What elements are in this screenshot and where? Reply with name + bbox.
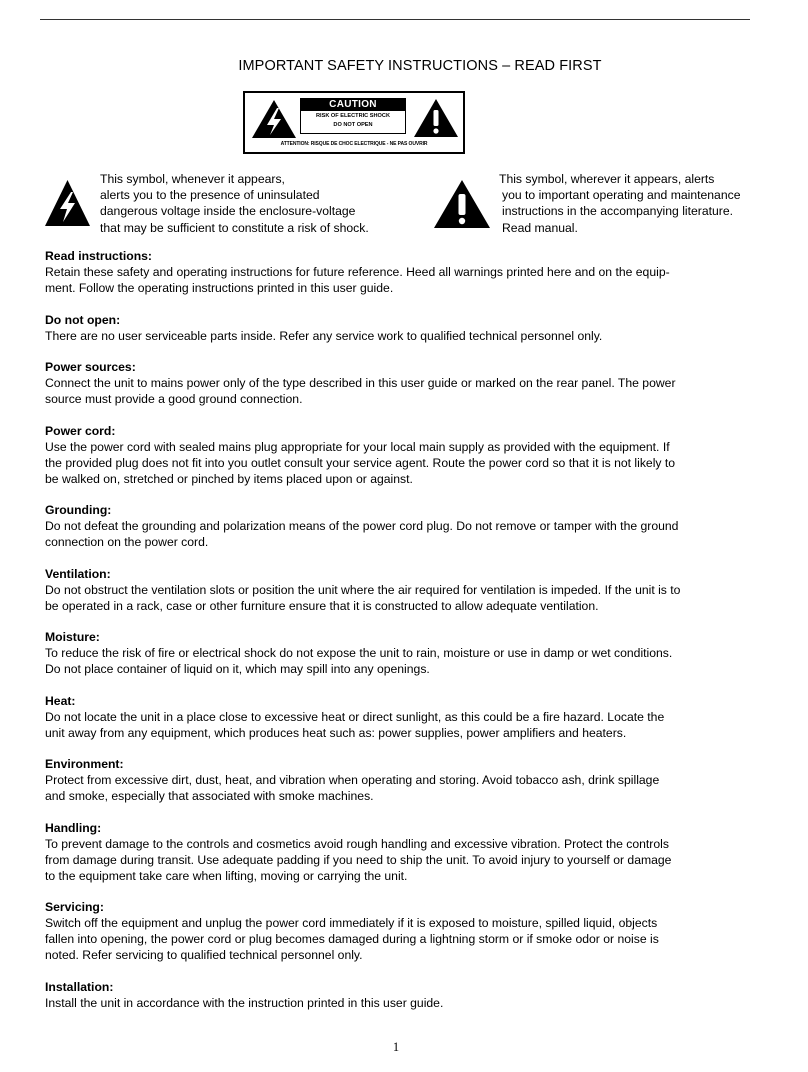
page-title: IMPORTANT SAFETY INSTRUCTIONS – READ FIRST: [238, 58, 602, 74]
section-environment: [45, 756, 755, 804]
section-heading: Ventilation:: [45, 566, 111, 581]
exclamation-warning-icon: [432, 178, 492, 230]
safety-sections: [45, 248, 755, 1026]
exclamation-warning-icon: [413, 98, 459, 138]
section-body: Connect the unit to mains power only of the type described in this user guide or marked on the rear panel. The power source must provide a good ground connection.: [45, 376, 676, 406]
section-heading: Heat:: [45, 693, 76, 708]
section-body: Do not obstruct the ventilation slots or position the unit where the air required for ventilation is impeded. If the unit is to be operated in a rack, case or other furniture ensure that it is constructed to allow adequate ventilation.: [45, 582, 681, 613]
page-number: 1: [392, 1040, 400, 1054]
section-heading: Handling:: [45, 820, 102, 835]
section-heading: Read instructions:: [45, 249, 152, 263]
section-body: Switch off the equipment and unplug the power cord immediately if it is exposed to moisture, spilled liquid, objects fallen into opening, the power cord or plug becomes damaged during a lightning storm or if smoke odor or noise is noted. Refer servicing to qualified technical personnel only.: [45, 916, 659, 962]
section-installation: [45, 979, 755, 1011]
section-body: Do not locate the unit in a place close to excessive heat or direct sunlight, as this could be a fire hazard. Locate the unit away from any equipment, which produces heat such as: power supplies, power amplifiers and heaters.: [45, 709, 665, 740]
section-body: Do not defeat the grounding and polarization means of the power cord plug. Do not remove or tamper with the ground connection on the power cord.: [45, 519, 679, 549]
section-power-sources: [45, 359, 755, 407]
section-body: Protect from excessive dirt, dust, heat, and vibration when operating and storing. Avoid tobacco ash, drink spillage and smoke, especially that associated with smoke machines.: [45, 773, 660, 803]
lightning-warning-icon: [43, 178, 92, 228]
lightning-warning-icon: [251, 99, 297, 139]
section-heading: Grounding:: [45, 503, 112, 517]
section-read-instructions: [45, 248, 755, 296]
top-rule: [40, 19, 750, 20]
section-heading: Environment:: [45, 757, 124, 771]
section-body: To prevent damage to the controls and cosmetics avoid rough handling and excessive vibration. Protect the controls from damage during transit. Use adequate padding if you need to ship the unit. To avoid injury to yourself or damage to the equipment take care when lifting, moving or carrying the unit.: [45, 836, 672, 883]
lightning-symbol-description: This symbol, whenever it appears, alerts you to the presence of uninsulated dangerous voltage inside the enclosure-voltage that may be sufficient to constitute a risk of shock.: [100, 172, 369, 235]
section-heading: Moisture:: [45, 630, 100, 644]
section-power-cord: [45, 423, 755, 487]
section-servicing: [45, 899, 755, 963]
section-grounding: [45, 502, 755, 550]
caution-label: [243, 91, 465, 154]
section-body: There are no user serviceable parts inside. Refer any service work to qualified technical personnel only.: [45, 328, 603, 343]
caution-heading: CAUTION: [301, 99, 405, 111]
section-body: Use the power cord with sealed mains plug appropriate for your local main supply as provided with the equipment. If the provided plug does not fit into you outlet consult your service agent. Route the power cord so that it is not likely to be walked on, stretched or pinched by items placed upon or against.: [45, 439, 676, 486]
section-moisture: [45, 629, 755, 677]
section-heading: Installation:: [45, 979, 114, 994]
exclamation-symbol-description: This symbol, wherever it appears, alerts you to important operating and maintenance instructions in the accompanying literature. Read manual.: [499, 172, 741, 235]
section-handling: [45, 820, 755, 884]
caution-line-1: RISK OF ELECTRIC SHOCK: [316, 113, 390, 119]
section-heading: Power cord:: [45, 423, 116, 438]
section-ventilation: [45, 566, 755, 614]
section-body: To reduce the risk of fire or electrical shock do not expose the unit to rain, moisture or use in damp or wet conditions. Do not place container of liquid on it, which may spill into any openings.: [45, 646, 673, 676]
section-heat: [45, 693, 755, 741]
section-do-not-open: [45, 312, 755, 344]
section-body: Retain these safety and operating instructions for future reference. Heed all warnings printed here and on the equip- ment. Follow the operating instructions printed in this user guide.: [45, 265, 670, 295]
section-heading: Servicing:: [45, 900, 104, 914]
caution-line-2: DO NOT OPEN: [333, 122, 373, 128]
section-heading: Do not open:: [45, 312, 121, 327]
section-heading: Power sources:: [45, 360, 136, 374]
section-body: Install the unit in accordance with the instruction printed in this user guide.: [45, 995, 444, 1010]
caution-attention: ATTENTION: RISQUE DE CHOC ELECTRIQUE - NE PAS OUVRIR: [280, 141, 428, 147]
caution-center-panel: [300, 98, 406, 134]
